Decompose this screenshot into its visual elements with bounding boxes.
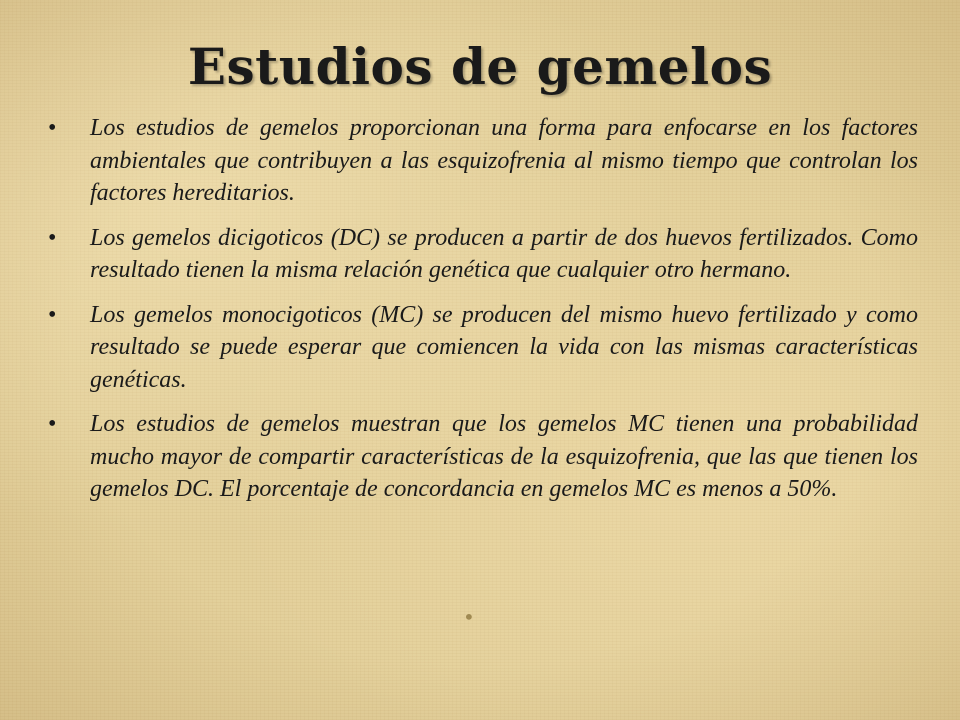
empty-bullet-dot-icon: • — [463, 605, 475, 629]
bullet-dot-icon: • — [48, 224, 57, 251]
bullet-dot-icon: • — [48, 411, 57, 437]
bullet-item — [44, 408, 918, 506]
bullet-dot-icon: • — [48, 301, 57, 328]
bullet-text: Los gemelos monocigoticos (MC) se producen del mismo huevo fertilizado y como resultado se puede esperar que comiencen la vida con las mismas características genéticas. — [90, 301, 918, 393]
bullet-text: Los gemelos dicigoticos (DC) se producen a partir de dos huevos fertilizados. Como resultado tienen la misma relación genética que cualquier otro hermano. — [90, 224, 918, 283]
bullet-item — [44, 299, 918, 397]
bullet-item — [44, 112, 918, 210]
slide-title: Estudios de gemelos — [187, 37, 773, 96]
bullet-list — [44, 112, 918, 518]
bullet-text: Los estudios de gemelos muestran que los gemelos MC tienen una probabilidad mucho mayor de compartir características de la esquizofrenia, que las que tienen los gemelos DC. El porcentaje de concordancia en gemelos MC es menos a 50%. — [90, 411, 918, 502]
bullet-text: Los estudios de gemelos proporcionan una forma para enfocarse en los factores ambientales que contribuyen a las esquizofrenia al mismo tiempo que controlan los factores hereditarios. — [90, 115, 918, 206]
bullet-item — [44, 222, 918, 287]
bullet-dot-icon: • — [48, 115, 57, 141]
